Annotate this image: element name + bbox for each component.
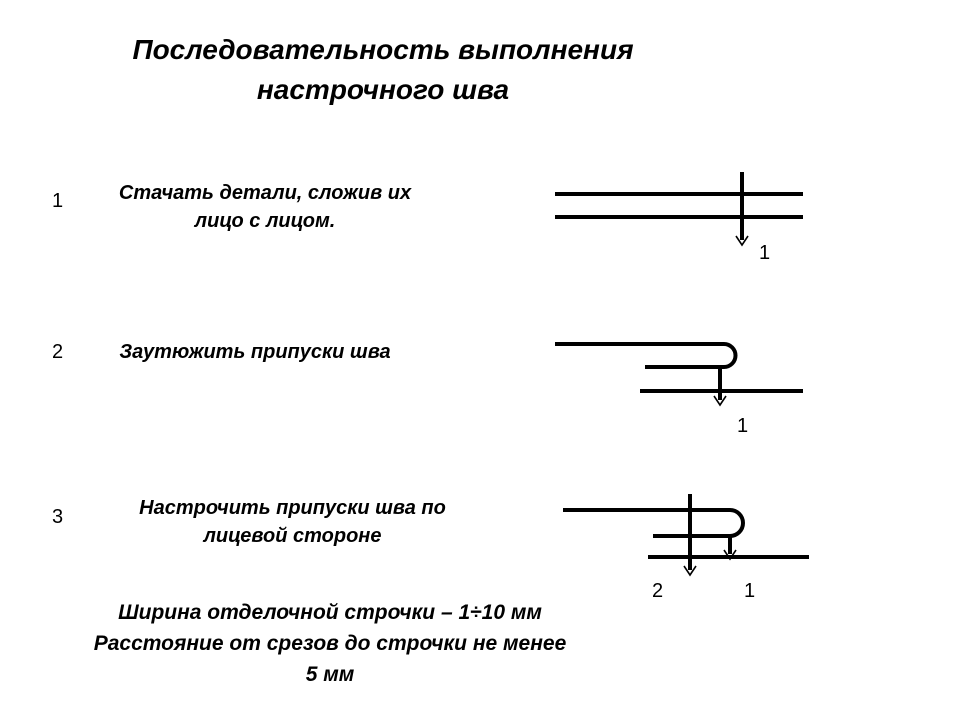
title-line-2: настрочного шва: [256, 74, 510, 105]
seam-diagram-2: [555, 344, 803, 405]
step-1-text-line-1: Стачать детали, сложив их: [118, 182, 412, 204]
footer-notes: [40, 597, 620, 690]
folded-allowance: [555, 344, 736, 367]
step-3-text-line-2: лицевой стороне: [203, 525, 382, 547]
step-1-text-line-2: лицо с лицом.: [194, 210, 336, 232]
step-3-text-line-1: Настрочить припуски шва по: [139, 497, 446, 519]
edge-distance-note: Расстояние от срезов до строчки не менее: [93, 632, 567, 655]
step-3-number: 3: [52, 506, 64, 528]
edge-distance-value: 5 мм: [305, 663, 355, 686]
seam-diagram-1: [555, 172, 803, 245]
folded-allowance: [563, 510, 743, 536]
seam-diagram-3: [563, 494, 809, 575]
title-line-1: Последовательность выполнения: [132, 34, 634, 65]
diagram-3-label-2: 2: [652, 580, 664, 602]
diagram-3-label-1: 1: [744, 580, 756, 602]
diagram-2-label-1: 1: [737, 415, 749, 437]
diagram-1-label-1: 1: [759, 242, 771, 264]
step-2-text-line-1: Заутюжить припуски шва: [119, 341, 391, 363]
step-1-number: 1: [52, 190, 64, 212]
step-2-number: 2: [52, 341, 64, 363]
stitch-width-note: Ширина отделочной строчки – 1÷10 мм: [118, 601, 542, 624]
